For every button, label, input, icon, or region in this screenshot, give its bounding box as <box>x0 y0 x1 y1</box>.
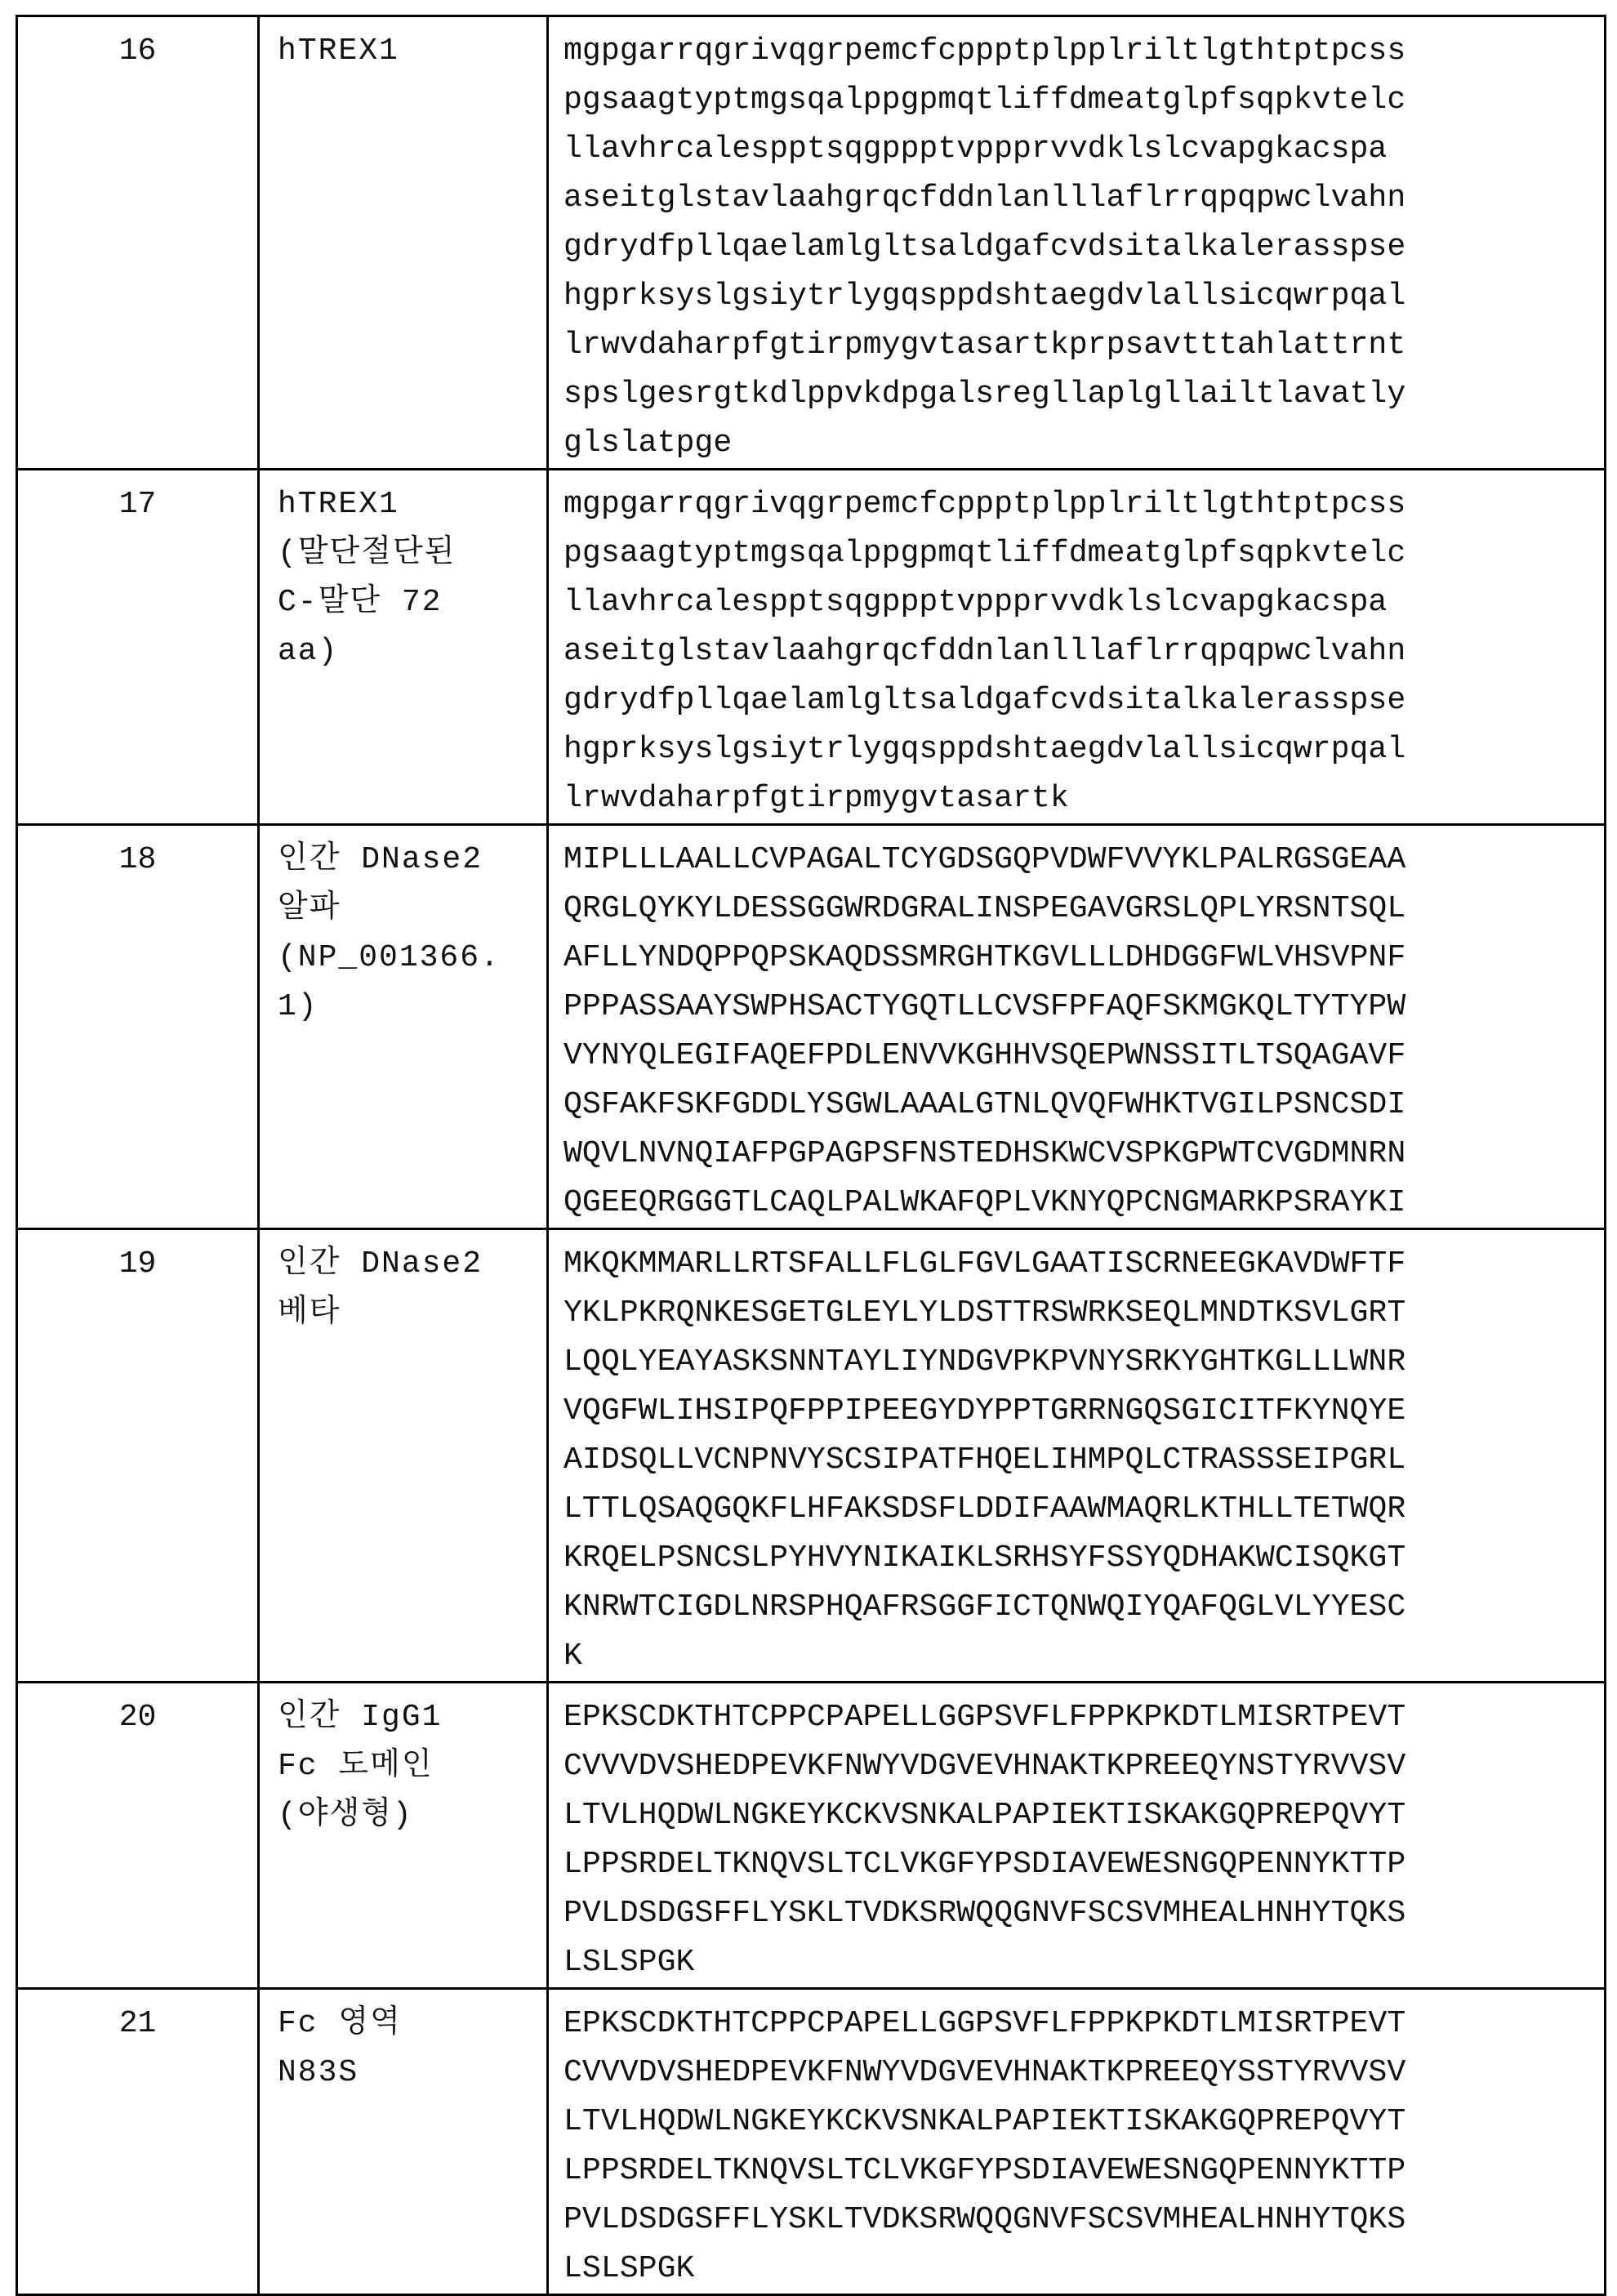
sequence-line: LPPSRDELTKNQVSLTCLVKGFYPSDIAVEWESNGQPENNYKTTP <box>564 2147 1604 2196</box>
sequence-line: PVLDSDGSFFLYSKLTVDKSRWQQGNVFSCSVMHEALHNHYTQKS <box>564 2196 1604 2245</box>
sequence-line: lrwvdaharpfgtirpmygvtasartk <box>564 774 1604 823</box>
sequence-name-line: (야생형) <box>278 1791 538 1840</box>
sequence-line: hgprksyslgsiytrlygqsppdshtaegdvlallsicqwrpqal <box>564 725 1604 774</box>
sequence-line: aseitglstavlaahgrqcfddnlanlllaflrrqpqpwclvahn <box>564 627 1604 676</box>
sequence-line: lrwvdaharpfgtirpmygvtasartkprpsavtttahlattrnt <box>564 321 1604 370</box>
sequence-line: gdrydfpllqaelamlgltsaldgafcvdsitalkalerasspse <box>564 676 1604 725</box>
sequence-name-line: 인간 DNase2 <box>278 1240 538 1289</box>
sequence-line: QRGLQYKYLDESSGGWRDGRALINSPEGAVGRSLQPLYRSNTSQL <box>564 885 1604 934</box>
table-row <box>17 1989 1606 2295</box>
sequence-cell <box>548 16 1606 470</box>
sequence-line: EPKSCDKTHTCPPCPAPELLGGPSVFLFPPKPKDTLMISRTPEVT <box>564 1693 1604 1742</box>
sequence-line: pgsaagtyptmgsqalppgpmqtliffdmeatglpfsqpkvtelc <box>564 76 1604 125</box>
sequence-name-cell <box>259 1989 548 2295</box>
sequence-line: LQQLYEAYASKSNNTAYLIYNDGVPKPVNYSRKYGHTKGLLLWNR <box>564 1338 1604 1387</box>
sequence-line: CVVVDVSHEDPEVKFNWYVDGVEVHNAKTKPREEQYSSTYRVVSV <box>564 2049 1604 2098</box>
sequence-line: WQVLNVNQIAFPGPAGPSFNSTEDHSKWCVSPKGPWTCVGDMNRN <box>564 1130 1604 1179</box>
sequence-line: MKQKMMARLLRTSFALLFLGLFGVLGAATISCRNEEGKAVDWFTF <box>564 1240 1604 1289</box>
sequence-name-cell <box>259 825 548 1229</box>
sequence-line: mgpgarrqgrivqgrpemcfcppptplpplriltlgthtptpcss <box>564 27 1604 76</box>
sequence-line: QGEEQRGGGTLCAQLPALWKAFQPLVKNYQPCNGMARKPSRAYKI <box>564 1179 1604 1228</box>
seq-id-number: 18 <box>17 825 259 1229</box>
sequence-line: K <box>564 1632 1604 1681</box>
sequence-name-cell <box>259 470 548 825</box>
sequence-line: EPKSCDKTHTCPPCPAPELLGGPSVFLFPPKPKDTLMISRTPEVT <box>564 2000 1604 2049</box>
sequence-line: LTTLQSAQGQKFLHFAKSDSFLDDIFAAWMAQRLKTHLLTETWQR <box>564 1485 1604 1534</box>
table-row <box>17 16 1606 470</box>
sequence-line: CVVVDVSHEDPEVKFNWYVDGVEVHNAKTKPREEQYNSTYRVVSV <box>564 1742 1604 1791</box>
sequence-line: hgprksyslgsiytrlygqsppdshtaegdvlallsicqwrpqal <box>564 272 1604 321</box>
sequence-name-line: Fc 도메인 <box>278 1742 538 1791</box>
seq-id-number: 20 <box>17 1683 259 1989</box>
sequence-name-line: 1) <box>278 983 538 1032</box>
seq-id-number: 17 <box>17 470 259 825</box>
sequence-line: AFLLYNDQPPQPSKAQDSSMRGHTKGVLLLDHDGGFWLVHSVPNF <box>564 934 1604 983</box>
sequence-line: llavhrcalespptsqgppptvppprvvdklslcvapgkacspa <box>564 578 1604 627</box>
sequence-line: mgpgarrqgrivqgrpemcfcppptplpplriltlgthtptpcss <box>564 480 1604 529</box>
sequence-line: spslgesrgtkdlppvkdpgalsregllaplgllailtlavatly <box>564 370 1604 419</box>
sequence-line: VYNYQLEGIFAQEFPDLENVVKGHHVSQEPWNSSITLTSQAGAVF <box>564 1032 1604 1081</box>
sequence-name-cell <box>259 1229 548 1683</box>
sequence-line: KRQELPSNCSLPYHVYNIKAIKLSRHSYFSSYQDHAKWCISQKGT <box>564 1534 1604 1583</box>
seq-id-number: 19 <box>17 1229 259 1683</box>
seq-id-number: 21 <box>17 1989 259 2295</box>
sequence-name-line: hTREX1 <box>278 27 538 76</box>
sequence-line: VQGFWLIHSIPQFPPIPEEGYDYPPTGRRNGQSGICITFKYNQYE <box>564 1387 1604 1436</box>
sequence-name-line: hTREX1 <box>278 480 538 529</box>
sequence-line: aseitglstavlaahgrqcfddnlanlllaflrrqpqpwclvahn <box>564 174 1604 223</box>
sequence-line: LPPSRDELTKNQVSLTCLVKGFYPSDIAVEWESNGQPENNYKTTP <box>564 1840 1604 1889</box>
sequence-line: KNRWTCIGDLNRSPHQAFRSGGFICTQNWQIYQAFQGLVLYYESC <box>564 1583 1604 1632</box>
sequence-table <box>16 15 1606 2296</box>
table-row <box>17 1229 1606 1683</box>
sequence-name-line: Fc 영역 <box>278 2000 538 2049</box>
sequence-name-line: (NP_001366. <box>278 934 538 983</box>
sequence-line: LTVLHQDWLNGKEYKCKVSNKALPAPIEKTISKAKGQPREPQVYT <box>564 1791 1604 1840</box>
sequence-line: PVLDSDGSFFLYSKLTVDKSRWQQGNVFSCSVMHEALHNHYTQKS <box>564 1889 1604 1938</box>
table-row <box>17 1683 1606 1989</box>
sequence-cell <box>548 1683 1606 1989</box>
sequence-line: YKLPKRQNKESGETGLEYLYLDSTTRSWRKSEQLMNDTKSVLGRT <box>564 1289 1604 1338</box>
table-row <box>17 825 1606 1229</box>
sequence-name-line: N83S <box>278 2049 538 2098</box>
sequence-cell <box>548 470 1606 825</box>
sequence-cell <box>548 1989 1606 2295</box>
sequence-cell <box>548 1229 1606 1683</box>
sequence-line: llavhrcalespptsqgppptvppprvvdklslcvapgkacspa <box>564 125 1604 174</box>
sequence-name-cell <box>259 1683 548 1989</box>
sequence-line: LSLSPGK <box>564 2245 1604 2294</box>
sequence-line: glslatpge <box>564 419 1604 468</box>
sequence-name-line: (말단절단된 <box>278 529 538 578</box>
sequence-name-line: C-말단 72 <box>278 578 538 627</box>
sequence-line: PPPASSAAYSWPHSACTYGQTLLCVSFPFAQFSKMGKQLTYTYPW <box>564 983 1604 1032</box>
sequence-line: LSLSPGK <box>564 1938 1604 1987</box>
sequence-line: pgsaagtyptmgsqalppgpmqtliffdmeatglpfsqpkvtelc <box>564 529 1604 578</box>
sequence-name-line: 인간 DNase2 <box>278 836 538 885</box>
sequence-line: MIPLLLAALLCVPAGALTCYGDSGQPVDWFVVYKLPALRGSGEAA <box>564 836 1604 885</box>
sequence-name-cell <box>259 16 548 470</box>
sequence-line: AIDSQLLVCNPNVYSCSIPATFHQELIHMPQLCTRASSSEIPGRL <box>564 1436 1604 1485</box>
sequence-line: LTVLHQDWLNGKEYKCKVSNKALPAPIEKTISKAKGQPREPQVYT <box>564 2098 1604 2147</box>
sequence-name-line: aa) <box>278 627 538 676</box>
sequence-cell <box>548 825 1606 1229</box>
sequence-name-line: 베타 <box>278 1289 538 1338</box>
sequence-name-line: 인간 IgG1 <box>278 1693 538 1742</box>
sequence-name-line: 알파 <box>278 885 538 934</box>
sequence-table-body <box>17 16 1606 2295</box>
seq-id-number: 16 <box>17 16 259 470</box>
sequence-line: QSFAKFSKFGDDLYSGWLAAALGTNLQVQFWHKTVGILPSNCSDI <box>564 1081 1604 1130</box>
sequence-line: gdrydfpllqaelamlgltsaldgafcvdsitalkalerasspse <box>564 223 1604 272</box>
table-row <box>17 470 1606 825</box>
